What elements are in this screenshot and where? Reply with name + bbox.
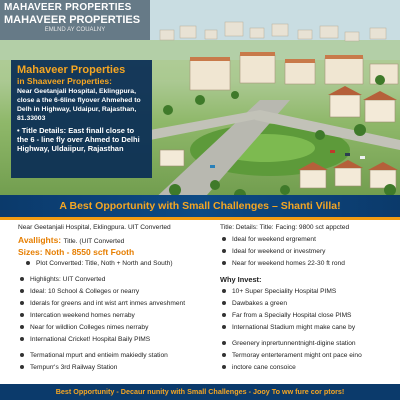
list-item-text: 10+ Super Speciality Hospital PIMS: [232, 288, 337, 295]
brand-line-2: MAHAVEER PROPERTIES: [4, 14, 141, 26]
list-item-text: inctore cane consoice: [232, 364, 296, 371]
list-item-text: Iderals for greens and int wist arrt inmes anveshment: [30, 300, 186, 307]
bullet-icon: [20, 289, 24, 293]
bullet-icon: [222, 301, 226, 305]
bullet-icon: [222, 249, 226, 253]
list-item: [220, 338, 396, 350]
property-info-box: [11, 60, 152, 178]
list-item-text: Highlights: UIT Converted: [30, 276, 106, 283]
list-item: [18, 298, 198, 310]
bullet-icon: [20, 325, 24, 329]
bullet-icon: [222, 365, 226, 369]
brand-line-1: MAHAVEER PROPERTIES: [4, 2, 132, 13]
list-item: [220, 322, 396, 334]
list-item-text: International Stadium might make cane by: [232, 324, 356, 331]
brand-line-3: EMLND AY COUALNY: [44, 27, 106, 33]
bullet-icon: [20, 313, 24, 317]
list-item-text: Near for weekend homes 22-30 ft rond: [232, 260, 345, 267]
list-item-text: Ideal for weekend or investmery: [232, 248, 326, 255]
bullet-icon: [20, 353, 24, 357]
list-item-text: Far from a Specially Hospital close PIMS: [232, 312, 352, 319]
detail-line: Title: Details: Title: Facing: 9800 sct appcted: [220, 224, 350, 231]
bullet-icon: [20, 365, 24, 369]
list-item: [220, 286, 396, 298]
highlight-row: [18, 234, 198, 246]
list-item: [18, 350, 198, 362]
list-item: [18, 274, 198, 286]
list-item: [220, 234, 396, 246]
list-item-text: Plot Convertted: Title, Noth + North and South): [36, 260, 173, 267]
highlight-label: Avallights:: [18, 235, 64, 245]
bullet-icon: [26, 261, 30, 265]
brand-logo: [0, 0, 150, 40]
list-item-text: Greenery inprertunnentnight-digine station: [232, 340, 356, 347]
list-item-text: Near for wildlion Colleges nimes nerraby: [30, 324, 149, 331]
list-item: [18, 286, 198, 298]
list-item: [18, 334, 198, 346]
bullet-icon: [222, 237, 226, 241]
list-item: [220, 362, 396, 374]
section-heading: Why Invest:: [220, 275, 262, 284]
list-item: [220, 246, 396, 258]
info-address: Near Geetanjali Hospital, Eklingpura, close a the 6-6line flyover Ahmehed to Delh in Highway, Udaipur, Rajasthan, 81.33003: [17, 88, 141, 122]
bullet-icon: [222, 289, 226, 293]
highlight-value: Title. (UIT Converted: [63, 238, 125, 245]
bullet-icon: [222, 325, 226, 329]
info-subtitle: in Shaaveer Properties:: [17, 76, 112, 86]
list-item-text: Dawbakes a green: [232, 300, 287, 307]
info-title: Mahaveer Properties: [17, 64, 126, 76]
list-item: [18, 362, 198, 374]
banner-divider: [0, 217, 400, 220]
list-item-text: Ideal: 10 School & Colleges or nearry: [30, 288, 140, 295]
list-item: [220, 258, 396, 270]
bullet-icon: [20, 301, 24, 305]
detail-line: Near Geetanjali Hospital, Eklingpura. UIT Converted: [18, 224, 171, 231]
list-item: [220, 350, 396, 362]
list-item: [18, 258, 198, 270]
list-item-text: Termational mpurt and entieim makiedly station: [30, 352, 168, 359]
left-details-column: [18, 222, 198, 374]
bullet-icon: [20, 277, 24, 281]
bullet-icon: [222, 261, 226, 265]
right-details-column: [220, 222, 396, 374]
list-item-text: Ideal for weekend ergrement: [232, 236, 316, 243]
footer-banner: Best Opportunity - Decaur nunity with Small Challenges - Jooy To ww fure cor ptors!: [0, 384, 400, 400]
list-item-text: Intercation weekend homes nerraby: [30, 312, 135, 319]
headline-banner: A Best Opportunity with Small Challenges – Shanti Villa!: [0, 195, 400, 217]
list-item: [18, 322, 198, 334]
list-item-text: Termoray enterterament might ont pace eino: [232, 352, 362, 359]
bullet-icon: [222, 313, 226, 317]
list-item: [220, 298, 396, 310]
list-item-text: International Cricket! Hospital Baily PIMS: [30, 336, 151, 343]
bullet-icon: [222, 353, 226, 357]
list-item: [18, 310, 198, 322]
info-title-details: • Title Details: East finall close to the 6 - line fly over Ahmed to Delhi Highway, Uldaiipur, Rajasthan: [17, 126, 140, 153]
bullet-icon: [222, 341, 226, 345]
list-item: [220, 310, 396, 322]
highlight-row: [18, 246, 198, 258]
bullet-icon: [20, 337, 24, 341]
highlight-label: Sizes: Noth - 8550 scft Footh: [18, 247, 135, 257]
list-item-text: Tempurr's 3rd Railway Station: [30, 364, 118, 371]
